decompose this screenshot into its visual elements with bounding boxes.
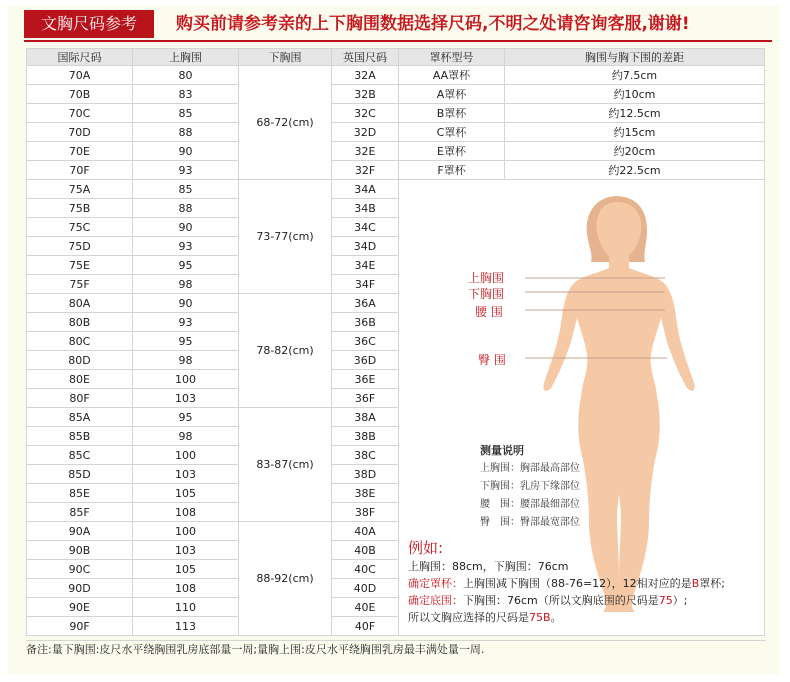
under-bust-range: 78-82(cm) <box>239 294 332 408</box>
header-tab: 文胸尺码参考 <box>24 10 154 38</box>
cup-type: E罩杯 <box>399 142 505 161</box>
example-line <box>408 592 725 609</box>
header-divider <box>24 40 772 42</box>
table-cell: 100 <box>133 522 239 541</box>
page-title: 购买前请参考亲的上下胸围数据选择尺码,不明之处请咨询客服,谢谢! <box>176 14 690 34</box>
table-row <box>27 66 765 85</box>
table-cell: 95 <box>133 332 239 351</box>
table-cell: 108 <box>133 503 239 522</box>
table-cell: 38E <box>332 484 399 503</box>
table-cell: 40E <box>332 598 399 617</box>
table-cell: 80A <box>27 294 133 313</box>
table-cell: 88 <box>133 199 239 218</box>
table-cell: 83 <box>133 85 239 104</box>
table-cell: 98 <box>133 427 239 446</box>
table-cell: 70D <box>27 123 133 142</box>
measurement-legend <box>480 442 580 532</box>
cup-difference: 约7.5cm <box>505 66 765 85</box>
table-cell: 93 <box>133 161 239 180</box>
table-cell: 90 <box>133 142 239 161</box>
legend-item: 下胸围：乳房下缘部位 <box>480 481 580 492</box>
cup-type: C罩杯 <box>399 123 505 142</box>
table-cell: 85F <box>27 503 133 522</box>
table-cell: 38D <box>332 465 399 484</box>
table-cell: 93 <box>133 237 239 256</box>
example-line <box>408 575 725 592</box>
legend-item: 上胸围：胸部最高部位 <box>480 463 580 474</box>
table-cell: 32F <box>332 161 399 180</box>
label-waist: 腰 围 <box>475 305 503 319</box>
table-cell: 34E <box>332 256 399 275</box>
example-label: 确定罩杯： <box>408 577 463 590</box>
table-cell: 93 <box>133 313 239 332</box>
column-header: 英国尺码 <box>332 49 399 66</box>
table-cell: 108 <box>133 579 239 598</box>
table-row <box>27 104 765 123</box>
table-cell: 32D <box>332 123 399 142</box>
table-cell: 36B <box>332 313 399 332</box>
table-cell: 70E <box>27 142 133 161</box>
table-cell: 36D <box>332 351 399 370</box>
legend-item: 臀 围：臀部最宽部位 <box>480 517 580 528</box>
table-cell: 70C <box>27 104 133 123</box>
example-text: 上胸围减下胸围（88-76=12），12相对应的是 <box>463 577 692 590</box>
table-cell: 103 <box>133 541 239 560</box>
table-cell: 90F <box>27 617 133 636</box>
table-cell: 36C <box>332 332 399 351</box>
cup-difference: 约20cm <box>505 142 765 161</box>
table-cell: 85 <box>133 180 239 199</box>
example-line <box>408 609 725 626</box>
table-cell: 88 <box>133 123 239 142</box>
example-text: ）; <box>672 594 688 607</box>
example-text: 下胸围：76cm（所以文胸底围的尺码是 <box>463 594 659 607</box>
example-highlight: B <box>691 577 700 590</box>
example-label: 确定底围： <box>408 594 463 607</box>
table-cell: 34A <box>332 180 399 199</box>
table-cell: 105 <box>133 484 239 503</box>
under-bust-range: 83-87(cm) <box>239 408 332 522</box>
table-cell: 38A <box>332 408 399 427</box>
example-highlight: 75 <box>658 594 673 607</box>
table-cell: 40D <box>332 579 399 598</box>
table-cell: 32C <box>332 104 399 123</box>
table-cell: 85D <box>27 465 133 484</box>
cup-type: A罩杯 <box>399 85 505 104</box>
table-cell: 105 <box>133 560 239 579</box>
table-cell: 85C <box>27 446 133 465</box>
example-text: 。 <box>550 611 562 624</box>
table-cell: 38B <box>332 427 399 446</box>
column-header: 胸围与胸下围的差距 <box>505 49 765 66</box>
table-cell: 75F <box>27 275 133 294</box>
table-cell: 34C <box>332 218 399 237</box>
table-cell: 34F <box>332 275 399 294</box>
under-bust-range: 68-72(cm) <box>239 66 332 180</box>
example-text: 罩杯; <box>699 577 725 590</box>
table-cell: 80C <box>27 332 133 351</box>
table-cell: 90 <box>133 218 239 237</box>
label-upper-bust: 上胸围 <box>468 271 505 285</box>
table-cell: 100 <box>133 370 239 389</box>
table-cell: 75E <box>27 256 133 275</box>
table-cell: 85A <box>27 408 133 427</box>
table-cell: 113 <box>133 617 239 636</box>
example-text: 所以文胸应选择的尺码是 <box>408 611 529 624</box>
table-cell: 80D <box>27 351 133 370</box>
table-cell: 103 <box>133 465 239 484</box>
table-cell: 36A <box>332 294 399 313</box>
legend-item: 腰 围：腰部最细部位 <box>480 499 580 510</box>
table-cell: 90E <box>27 598 133 617</box>
table-cell: 90 <box>133 294 239 313</box>
cup-difference: 约10cm <box>505 85 765 104</box>
cup-type: B罩杯 <box>399 104 505 123</box>
table-cell: 70B <box>27 85 133 104</box>
table-cell: 90A <box>27 522 133 541</box>
table-row <box>27 123 765 142</box>
table-cell: 90B <box>27 541 133 560</box>
footnote: 备注:量下胸围:皮尺水平绕胸围乳房底部量一周;量胸上围:皮尺水平绕胸围乳房最丰满处量一周. <box>26 640 766 659</box>
table-cell: 85E <box>27 484 133 503</box>
table-cell: 40B <box>332 541 399 560</box>
table-cell: 38F <box>332 503 399 522</box>
example-line: 上胸围：88cm，下胸围：76cm <box>408 560 569 573</box>
table-cell: 75A <box>27 180 133 199</box>
label-hip: 臀 围 <box>478 353 506 367</box>
table-cell: 34D <box>332 237 399 256</box>
table-row <box>27 161 765 180</box>
table-cell: 36F <box>332 389 399 408</box>
table-cell: 85 <box>133 104 239 123</box>
table-cell: 40A <box>332 522 399 541</box>
cup-type: F罩杯 <box>399 161 505 180</box>
column-header: 下胸围 <box>239 49 332 66</box>
cup-difference: 约12.5cm <box>505 104 765 123</box>
under-bust-range: 73-77(cm) <box>239 180 332 294</box>
table-cell: 90D <box>27 579 133 598</box>
table-cell: 103 <box>133 389 239 408</box>
table-cell: 40F <box>332 617 399 636</box>
table-row <box>27 142 765 161</box>
table-row <box>27 85 765 104</box>
table-cell: 100 <box>133 446 239 465</box>
table-cell: 80B <box>27 313 133 332</box>
table-cell: 90C <box>27 560 133 579</box>
table-cell: 32B <box>332 85 399 104</box>
table-cell: 98 <box>133 351 239 370</box>
table-cell: 85B <box>27 427 133 446</box>
example-title: 例如: <box>408 539 444 557</box>
table-cell: 70F <box>27 161 133 180</box>
table-cell: 40C <box>332 560 399 579</box>
column-header: 国际尺码 <box>27 49 133 66</box>
example-block <box>408 538 725 626</box>
table-cell: 95 <box>133 408 239 427</box>
cup-type: AA罩杯 <box>399 66 505 85</box>
table-cell: 98 <box>133 275 239 294</box>
legend-title: 测量说明 <box>480 444 524 457</box>
table-cell: 80F <box>27 389 133 408</box>
table-header-row <box>27 49 765 66</box>
column-header: 上胸围 <box>133 49 239 66</box>
table-cell: 38C <box>332 446 399 465</box>
table-cell: 110 <box>133 598 239 617</box>
table-cell: 95 <box>133 256 239 275</box>
cup-difference: 约22.5cm <box>505 161 765 180</box>
table-cell: 32E <box>332 142 399 161</box>
table-cell: 34B <box>332 199 399 218</box>
table-cell: 36E <box>332 370 399 389</box>
cup-difference: 约15cm <box>505 123 765 142</box>
table-cell: 75C <box>27 218 133 237</box>
table-cell: 32A <box>332 66 399 85</box>
label-under-bust: 下胸围 <box>468 287 505 301</box>
table-cell: 70A <box>27 66 133 85</box>
table-cell: 80E <box>27 370 133 389</box>
table-cell: 80 <box>133 66 239 85</box>
column-header: 罩杯型号 <box>399 49 505 66</box>
table-cell: 75D <box>27 237 133 256</box>
under-bust-range: 88-92(cm) <box>239 522 332 636</box>
example-highlight: 75B <box>529 611 551 624</box>
table-cell: 75B <box>27 199 133 218</box>
